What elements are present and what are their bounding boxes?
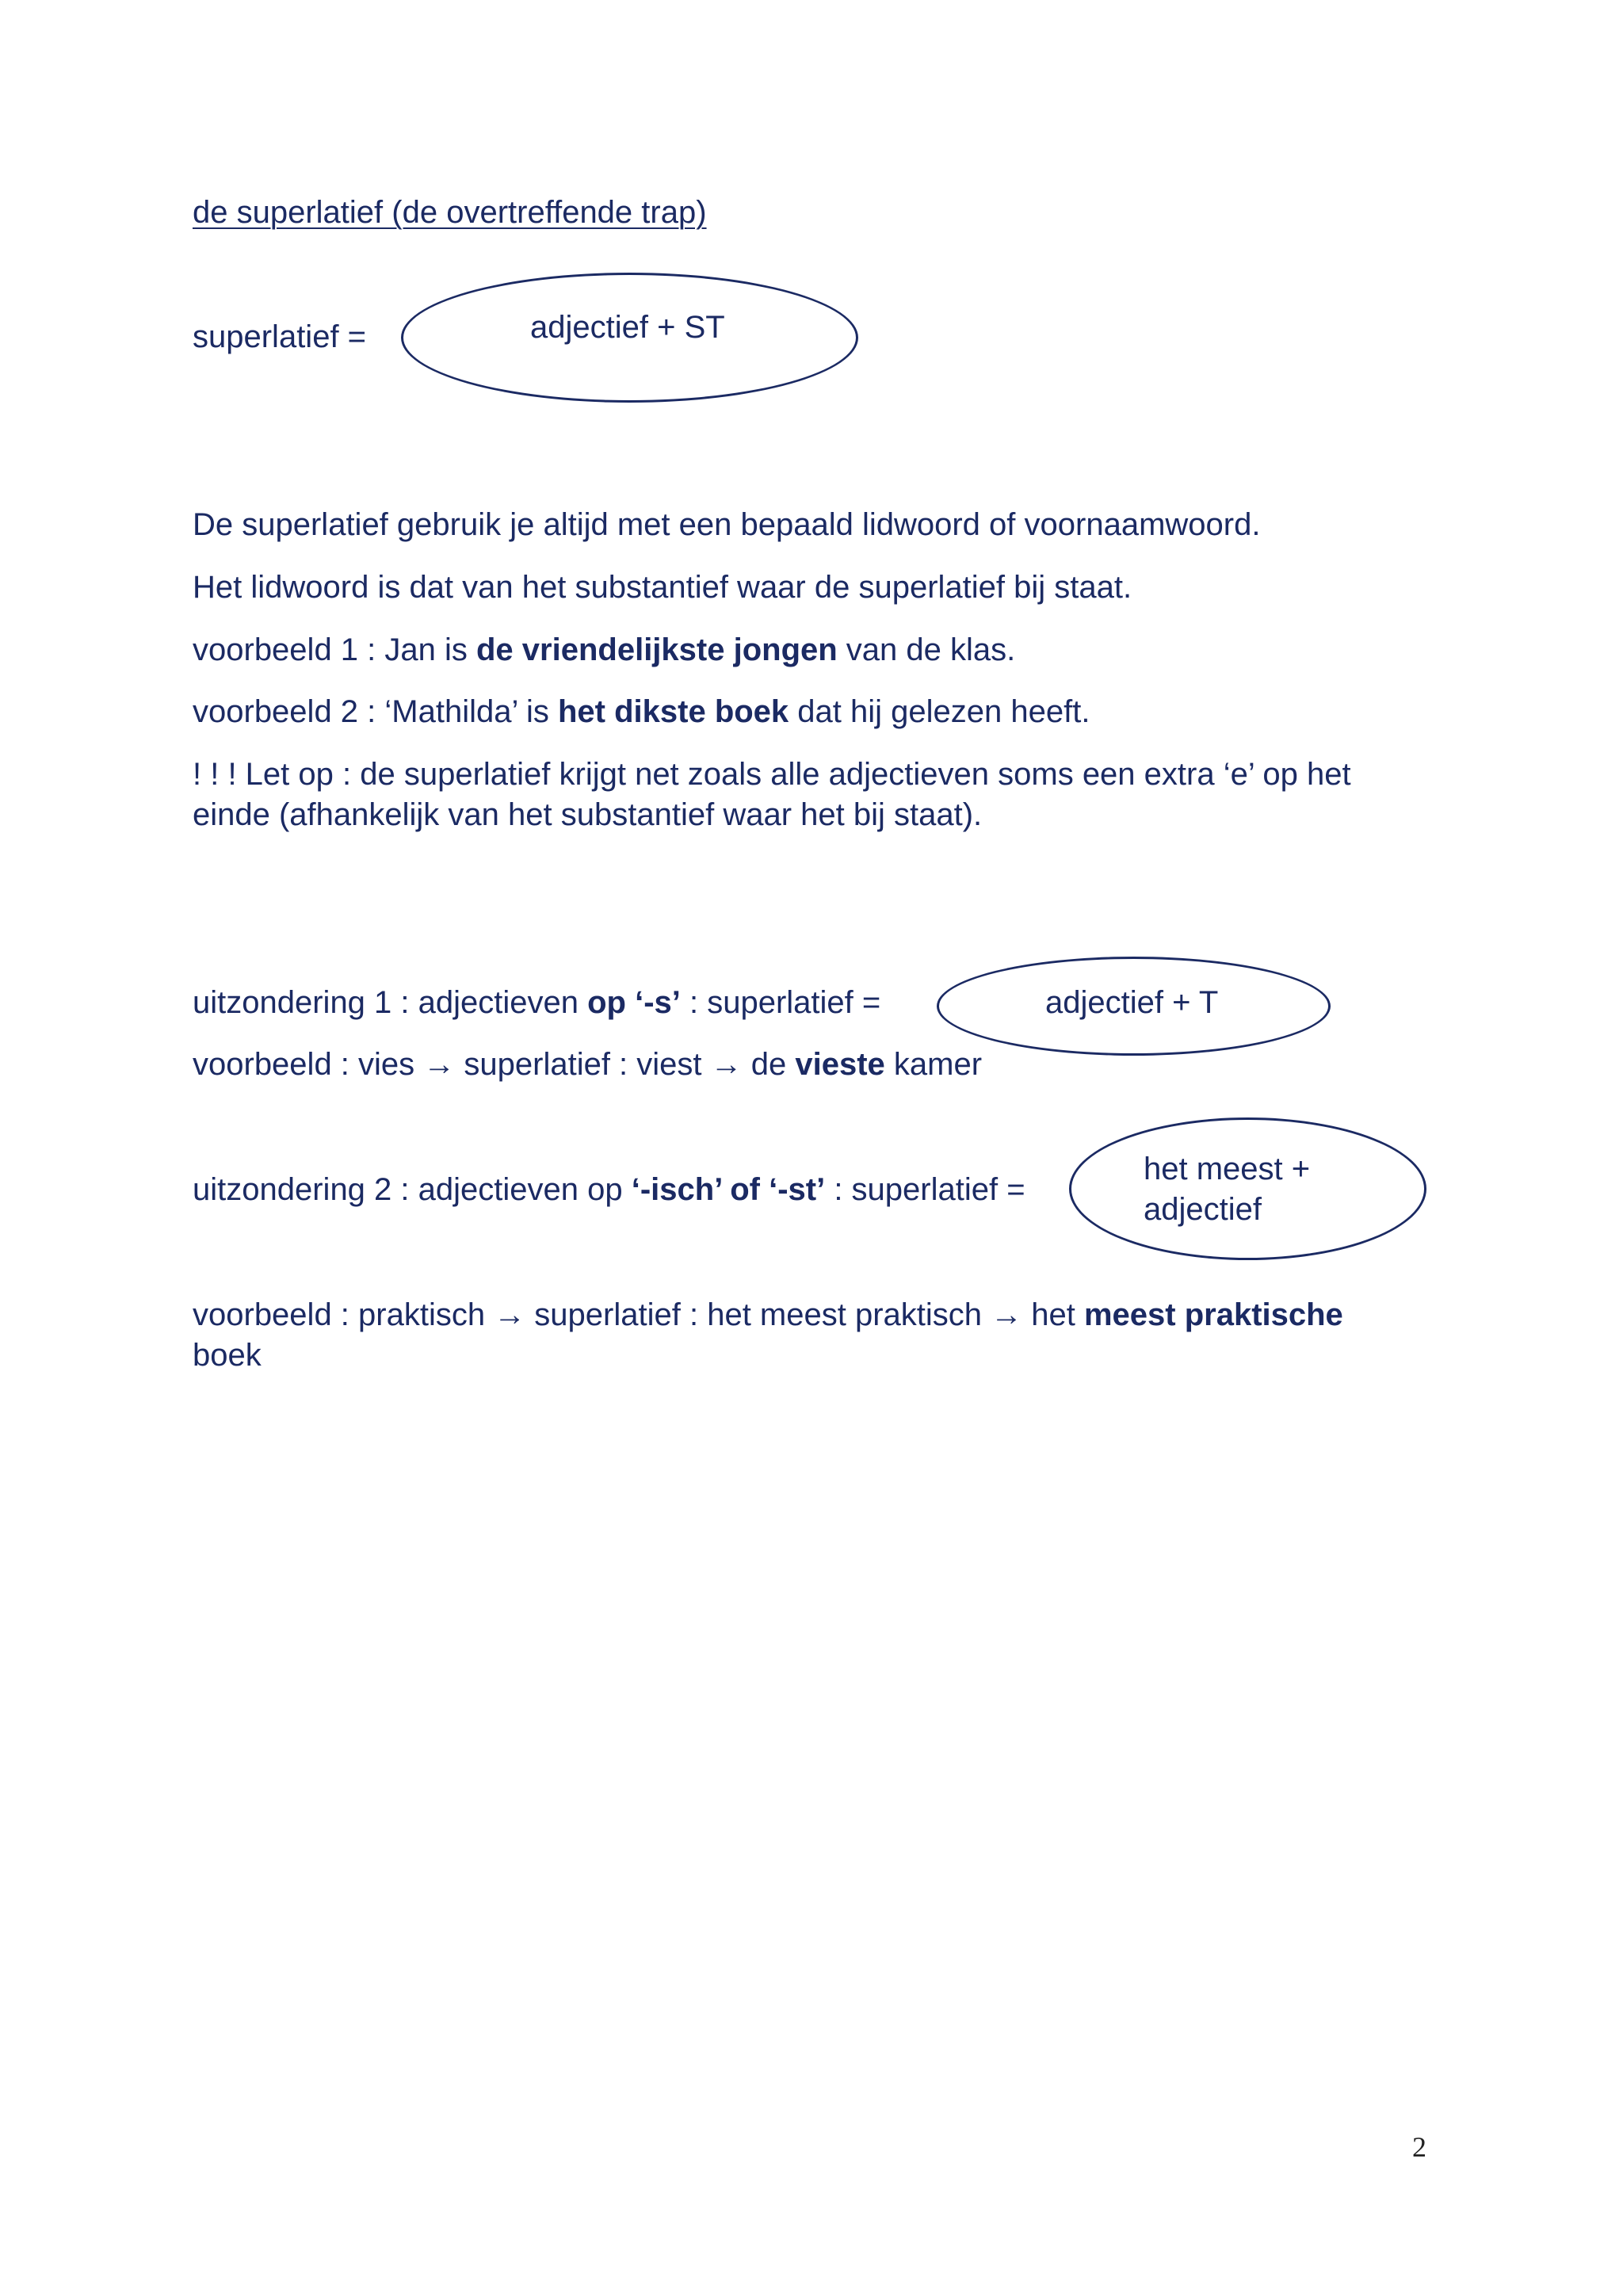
exception-1-prefix: uitzondering 1 : adjectieven [193, 985, 588, 1020]
exception-2-example [193, 1295, 1343, 1335]
exception-1-bold: op ‘-s’ [587, 985, 681, 1020]
rule-label: superlatief = [193, 319, 367, 354]
exception-1-example-suffix: kamer [884, 1047, 983, 1082]
exception-1-suffix: : superlatief = [680, 985, 881, 1020]
example-2-bold: het dikste boek [557, 694, 789, 729]
page-number: 2 [1412, 2131, 1426, 2163]
exception-1-example [193, 1045, 982, 1084]
exception-2-example-prefix: voorbeeld : praktisch → superlatief : het meest praktisch → het [193, 1297, 1084, 1332]
exception-2-prefix: uitzondering 2 : adjectieven op [193, 1172, 632, 1207]
exception-2 [193, 1170, 1025, 1209]
example-1-bold: de vriendelijkste jongen [476, 632, 838, 667]
exception-1 [193, 983, 880, 1022]
exception-2-formula-line-1: het meest + [1144, 1152, 1311, 1186]
rule-formula: adjectief + ST [530, 310, 725, 345]
example-2 [193, 692, 1090, 732]
exception-2-suffix: : superlatief = [825, 1172, 1025, 1207]
example-1 [193, 630, 1015, 670]
exception-1-example-bold: vieste [795, 1047, 885, 1082]
exception-2-example-line-2: boek [193, 1338, 262, 1373]
section-heading: de superlatief (de overtreffende trap) [193, 195, 707, 230]
example-1-prefix: voorbeeld 1 : Jan is [193, 632, 476, 667]
example-1-suffix: van de klas. [837, 632, 1016, 667]
example-2-suffix: dat hij gelezen heeft. [789, 694, 1090, 729]
exception-2-formula-oval [1069, 1117, 1426, 1260]
note-line-2: einde (afhankelijk van het substantief waar het bij staat). [193, 797, 983, 832]
intro-line-2: Het lidwoord is dat van het substantief waar de superlatief bij staat. [193, 570, 1132, 605]
exception-1-example-prefix: voorbeeld : vies → superlatief : viest → de [193, 1047, 796, 1082]
note-line-1: ! ! ! Let op : de superlatief krijgt net zoals alle adjectieven soms een extra ‘e’ op het [193, 757, 1351, 792]
exception-2-example-bold: meest praktische [1083, 1297, 1343, 1332]
exception-2-formula-line-2: adjectief [1144, 1192, 1262, 1227]
intro-line-1: De superlatief gebruik je altijd met een bepaald lidwoord of voornaamwoord. [193, 507, 1261, 542]
exception-1-formula: adjectief + T [1045, 985, 1219, 1020]
example-2-prefix: voorbeeld 2 : ‘Mathilda’ is [193, 694, 558, 729]
exception-2-bold: ‘-isch’ of ‘-st’ [631, 1172, 826, 1207]
